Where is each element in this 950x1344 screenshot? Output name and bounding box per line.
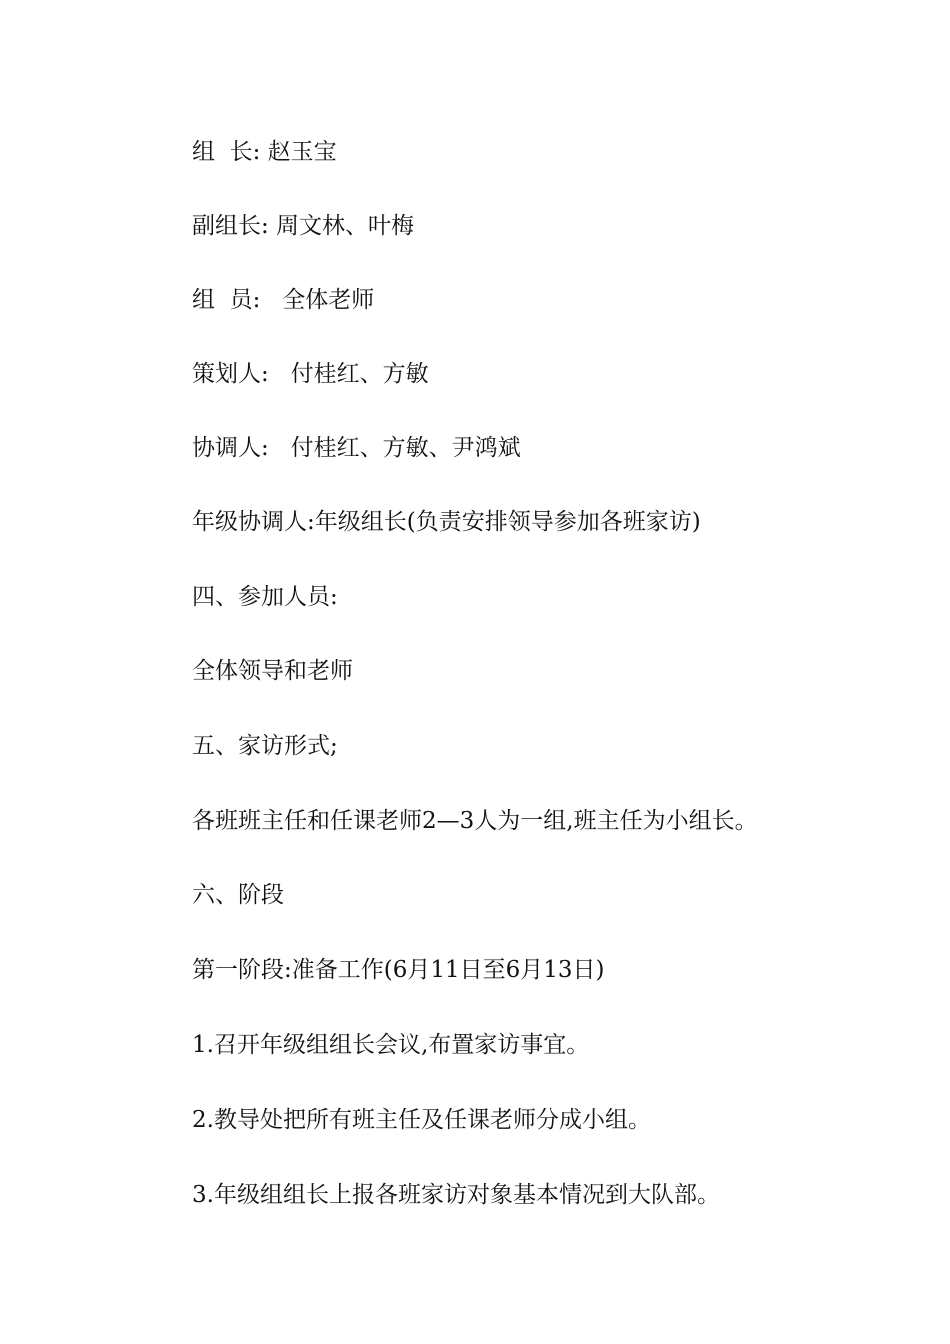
deputy-leader-line: 副组长: 周文林、叶梅 (192, 213, 415, 239)
grade-coordinator-line: 年级协调人:年级组长(负责安排领导参加各班家访) (192, 509, 701, 535)
participants-text: 全体领导和老师 (192, 658, 353, 684)
stage-one-item-3: 3.年级组组长上报各班家访对象基本情况到大队部。 (192, 1182, 720, 1208)
visit-form-text: 各班班主任和任课老师2—3人为一组,班主任为小组长。 (192, 808, 758, 834)
stage-one-heading: 第一阶段:准备工作(6月11日至6月13日) (192, 957, 605, 983)
stage-one-item-1: 1.召开年级组组长会议,布置家访事宜。 (192, 1032, 590, 1058)
stage-one-item-2: 2.教导处把所有班主任及任课老师分成小组。 (192, 1107, 651, 1133)
planner-line: 策划人: 付桂红、方敏 (192, 361, 429, 387)
members-line: 组 员: 全体老师 (192, 287, 375, 313)
leader-line: 组 长: 赵玉宝 (192, 139, 337, 165)
section-heading-stages: 六、阶段 (192, 882, 284, 908)
coordinator-line: 协调人: 付桂红、方敏、尹鸿斌 (192, 435, 521, 461)
section-heading-participants: 四、参加人员: (192, 584, 338, 610)
section-heading-visit-form: 五、家访形式; (192, 733, 338, 759)
